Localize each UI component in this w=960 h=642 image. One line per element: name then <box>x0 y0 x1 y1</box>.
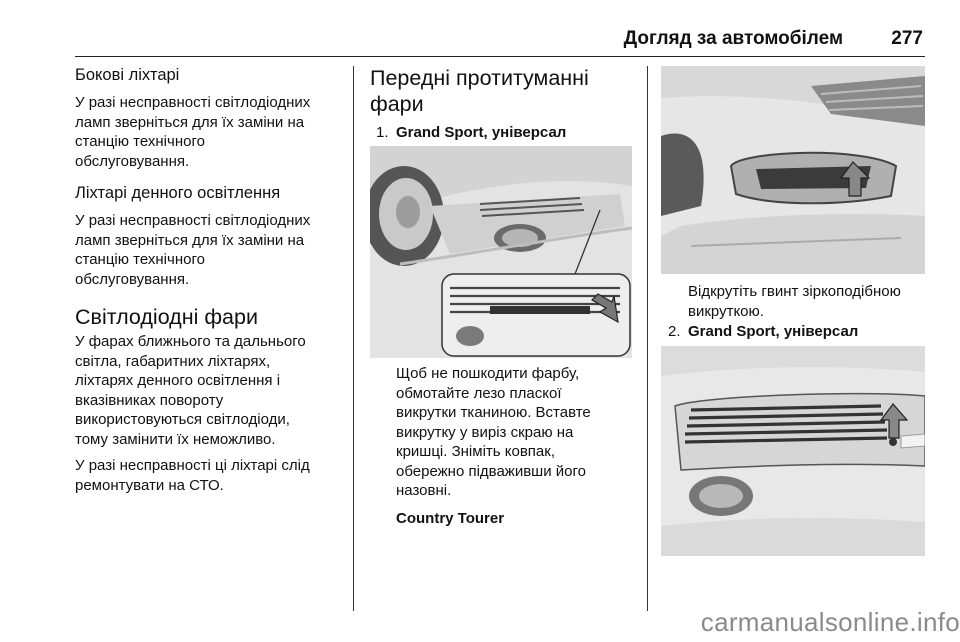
heading-fog-lights: Передні протитуманні фари <box>370 66 589 116</box>
paragraph-unscrew: Відкрутіть гвинт зіркоподібною викруткою. <box>688 283 901 320</box>
right-caption <box>688 282 928 321</box>
figure-fog-light-screw <box>661 346 925 556</box>
step-2 <box>668 322 928 342</box>
page-number: 277 <box>891 28 923 49</box>
fog-light-cover-illustration <box>370 146 632 358</box>
middle-column <box>370 65 632 143</box>
paragraph-daytime-lights: У разі несправності світлодіодних ламп зверніться для їх заміни на станцію технічного обслуговування. <box>75 212 311 288</box>
step-2-label: 2. Grand Sport, універсал <box>668 323 859 340</box>
left-column <box>75 65 343 495</box>
fog-light-screw-illustration <box>661 346 925 556</box>
watermark: carmanualsonline.info <box>700 607 960 637</box>
heading-country-tourer: Country Tourer <box>396 509 505 527</box>
paragraph-repair: У разі несправності ці ліхтарі слід ремонтувати на СТО. <box>75 457 310 494</box>
country-tourer-illustration <box>661 66 925 274</box>
paragraph-remove-cover: Щоб не пошкодити фарбу, обмотайте лезо пласкої викрутки тканиною. Вставте викрутку у виріз скраю на кришці. Зніміть ковпак, обережно підваживши його назовні. <box>396 365 591 499</box>
heading-daytime-lights: Ліхтарі денного освітлення <box>75 184 281 202</box>
page-header <box>75 26 925 57</box>
column-divider-1 <box>353 66 354 611</box>
figure-fog-light-cover <box>370 146 632 358</box>
heading-side-lights: Бокові ліхтарі <box>75 66 180 84</box>
figure-country-tourer-cover <box>661 66 925 274</box>
section-title: Догляд за автомобілем <box>623 28 843 49</box>
column-divider-2 <box>647 66 648 611</box>
middle-lower-text <box>396 364 632 528</box>
heading-led-headlights: Світлодіодні фари <box>75 305 258 329</box>
paragraph-led-headlights: У фарах ближнього та дальнього світла, габаритних ліхтарях, ліхтарях денного освітлення і вказівниках повороту використовуються світлодіоди, тому замінити їх неможливо. <box>75 333 306 448</box>
step-1: 1. Grand Sport, універсал <box>376 124 567 141</box>
paragraph-side-lights: У разі несправності світлодіодних ламп зверніться для їх заміни на станцію технічного обслуговування. <box>75 94 311 170</box>
